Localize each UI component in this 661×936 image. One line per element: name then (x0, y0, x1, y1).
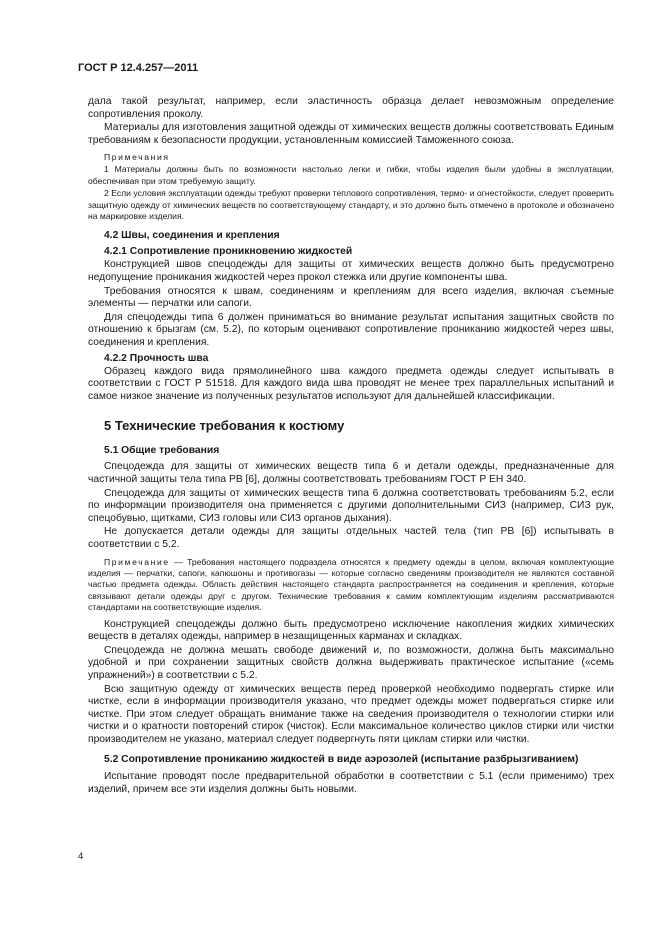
paragraph-5-1-e: Спецодежда не должна мешать свободе движений и, по возможности, должна быть максимально удобной и при сохранении защитных свойств должна выдерживать практическое испытание («семь упражнений») в соответствии с 5.2. (88, 644, 614, 681)
paragraph-5-1-c: Не допускается детали одежды для защиты отдельных частей тела (тип PB [6]) испытывать в соответствии с 5.2. (88, 526, 614, 550)
paragraph-4-2-1-b: Требования относятся к швам, соединениям и креплениям для всего изделия, включая съемные элементы — перчатки или сапоги. (88, 285, 614, 310)
section-heading-5-2: 5.2 Сопротивление прониканию жидкостей в виде аэрозолей (испытание разбрызгиванием) (104, 754, 579, 766)
section-heading-4-2-1: 4.2.1 Сопротивление проникновению жидкостей (104, 246, 353, 258)
paragraph-5-1-a: Спецодежда для защиты от химических веществ типа 6 и детали одежды, предназначенные для частичной защиты тела типа PB [6], должны соответствовать требованиям ГОСТ Р ЕН 340. (88, 461, 614, 485)
section-heading-5-1: 5.1 Общие требования (104, 445, 220, 457)
paragraph-4-2-2: Образец каждого вида прямолинейного шва каждого предмета одежды следует испытывать в соответствии с ГОСТ Р 51518. Для каждого вида шва проводят не менее трех параллельных испытаний и самое низкое значение из полученных результатов используют для дальнейшей классификации. (88, 365, 614, 402)
section-heading-4-2-2: 4.2.2 Прочность шва (104, 352, 209, 364)
note-2: 2 Если условия эксплуатации одежды требуют проверки теплового сопротивления, термо- и огнестойкости, следует проверить защитную одежду от химических веществ по соответствующему стандарту, и это должно быть отмечено в протоколе и обозначено на маркировке изделия. (88, 188, 614, 221)
paragraph-4-2-1-c: Для спецодежды типа 6 должен приниматься во внимание результат испытания защитных свойств по отношению к брызгам (см. 5.2), по которым оценивают сопротивление прониканию жидкостей через швы, соединения и крепления. (88, 311, 614, 348)
section-heading-4-2: 4.2 Швы, соединения и крепления (104, 230, 280, 242)
note-5-1-text: — Требования настоящего подраздела относятся к предмету одежды в целом, включая комплектующие изделия — перчатки, сапоги, капюшоны и противогазы — которые согласно сведениям производителя не являются составной частью предмета одежды. Область действия настоящего стандарта распространяется на соединения и крепления, которые связывают детали одежды друг с другом. Технические требования к самим комплектующим изделиям рассматриваются стандартами на соответствующие изделия. (88, 556, 614, 613)
paragraph-5-2: Испытание проводят после предварительной обработки в соответствии с 5.1 (если применимо) трех изделий, причем все эти изделия должны быть новыми. (88, 771, 614, 795)
note-1: 1 Материалы должны быть по возможности настолько легки и гибки, чтобы изделия были удобны в эксплуатации, обеспечивая при этом требуемую защиту. (88, 164, 614, 186)
paragraph-5-1-b: Спецодежда для защиты от химических веществ типа 6 должна соответствовать требованиям 5.2, если по информации производителя она применяется с другими дополнительными СИЗ (например, СИЗ рук, спецобувью, щитками, СИЗ головы или СИЗ органов дыхания). (88, 487, 614, 524)
paragraph-5-1-f: Всю защитную одежду от химических веществ перед проверкой необходимо подвергать стирке или чистке, если в информации производителя указано, что предмет одежды может подвергаться стирке или чистке. При этом следует обращать внимание также на сведения производителя о технологии стирки или чистки и о кратности повторений стирок (чисток). Если максимальное количество циклов стирки или чистки производителем не указано, материал следует подвергнуть пяти циклам стирки или чистки. (88, 683, 614, 745)
note-5-1-label: Примечание (104, 556, 170, 567)
document-body (88, 96, 614, 797)
page-number: 4 (78, 851, 84, 862)
document-header: ГОСТ Р 12.4.257—2011 (78, 62, 199, 74)
note-5-1 (88, 557, 614, 614)
notes-title: Примечания (104, 152, 170, 163)
paragraph-continuation: дала такой результат, например, если эластичность образца делает невозможным определение сопротивления проколу. (88, 96, 614, 120)
paragraph-materials: Материалы для изготовления защитной одежды от химических веществ должны соответствовать Единым требованиям к безопасности продукции, установленным комиссией Таможенного союза. (88, 122, 614, 146)
section-heading-5: 5 Технические требования к костюму (104, 418, 345, 434)
paragraph-5-1-d: Конструкцией спецодежды должно быть предусмотрено исключение накопления жидких химических веществ в деталях одежды, например в незащищенных карманах и складках. (88, 618, 614, 643)
paragraph-4-2-1-a: Конструкцией швов спецодежды для защиты от химических веществ должно быть предусмотрено недопущение проникания жидкостей через прокол стежка или другие компоненты шва. (88, 259, 614, 283)
